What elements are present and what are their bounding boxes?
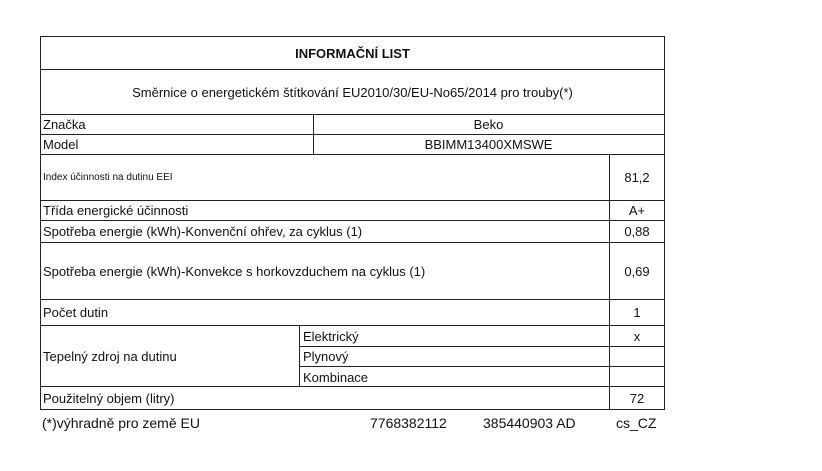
heat-source-option-combined: [299, 366, 664, 387]
footer-note: (*)výhradně pro země EU: [42, 415, 200, 431]
consumption-fan-label: Spotřeba energie (kWh)-Konvekce s horkovzduchem na cyklus (1): [43, 263, 426, 279]
brand-value: Beko: [473, 117, 504, 132]
sheet-title: INFORMAČNÍ LIST: [295, 45, 410, 61]
volume-label: Použitelný objem (litry): [43, 390, 175, 406]
model-value: BBIMM13400XMSWE: [424, 137, 553, 152]
volume-value: 72: [609, 387, 664, 409]
consumption-conventional-value: 0,88: [609, 221, 664, 242]
brand-label: Značka: [43, 117, 86, 132]
sheet-title-row: [41, 37, 664, 69]
consumption-conventional-row: [41, 220, 664, 242]
consumption-fan-row: [41, 242, 664, 299]
footer-locale: cs_CZ: [616, 415, 657, 431]
heat-source-label: Tepelný zdroj na dutinu: [43, 348, 177, 364]
footer-revision: 385440903 AD: [483, 415, 576, 431]
brand-row: [41, 114, 664, 134]
eei-row: [41, 154, 664, 200]
model-row: [41, 134, 664, 154]
directive-text: Směrnice o energetickém štítkování EU2010/30/EU-No65/2014 pro trouby(*): [132, 84, 573, 100]
information-sheet: [40, 36, 665, 410]
consumption-conventional-label: Spotřeba energie (kWh)-Konvenční ohřev, za cyklus (1): [43, 224, 363, 239]
eei-label: Index účinnosti na dutinu EEI: [43, 172, 173, 183]
heat-source-option-value: [609, 347, 664, 366]
eei-value: 81,2: [609, 155, 664, 200]
heat-source-option-electric: [299, 326, 664, 346]
heat-source-row: [41, 325, 664, 386]
heat-source-option-label: Kombinace: [303, 369, 369, 385]
consumption-fan-value: 0,69: [609, 243, 664, 299]
energy-class-label: Třída energické účinnosti: [43, 203, 189, 218]
heat-source-option-label: Plynový: [303, 349, 349, 364]
heat-source-option-value: x: [609, 326, 664, 346]
energy-class-value: A+: [609, 201, 664, 220]
directive-row: [41, 69, 664, 114]
heat-source-option-label: Elektrický: [303, 328, 359, 344]
energy-class-row: [41, 200, 664, 220]
model-label: Model: [43, 137, 79, 152]
cavities-row: [41, 299, 664, 325]
heat-source-option-gas: [299, 346, 664, 366]
footer-doc-number: 7768382112: [370, 415, 447, 431]
cavities-label: Počet dutin: [43, 305, 109, 320]
volume-row: [41, 386, 664, 409]
heat-source-option-value: [609, 367, 664, 387]
cavities-value: 1: [609, 300, 664, 325]
